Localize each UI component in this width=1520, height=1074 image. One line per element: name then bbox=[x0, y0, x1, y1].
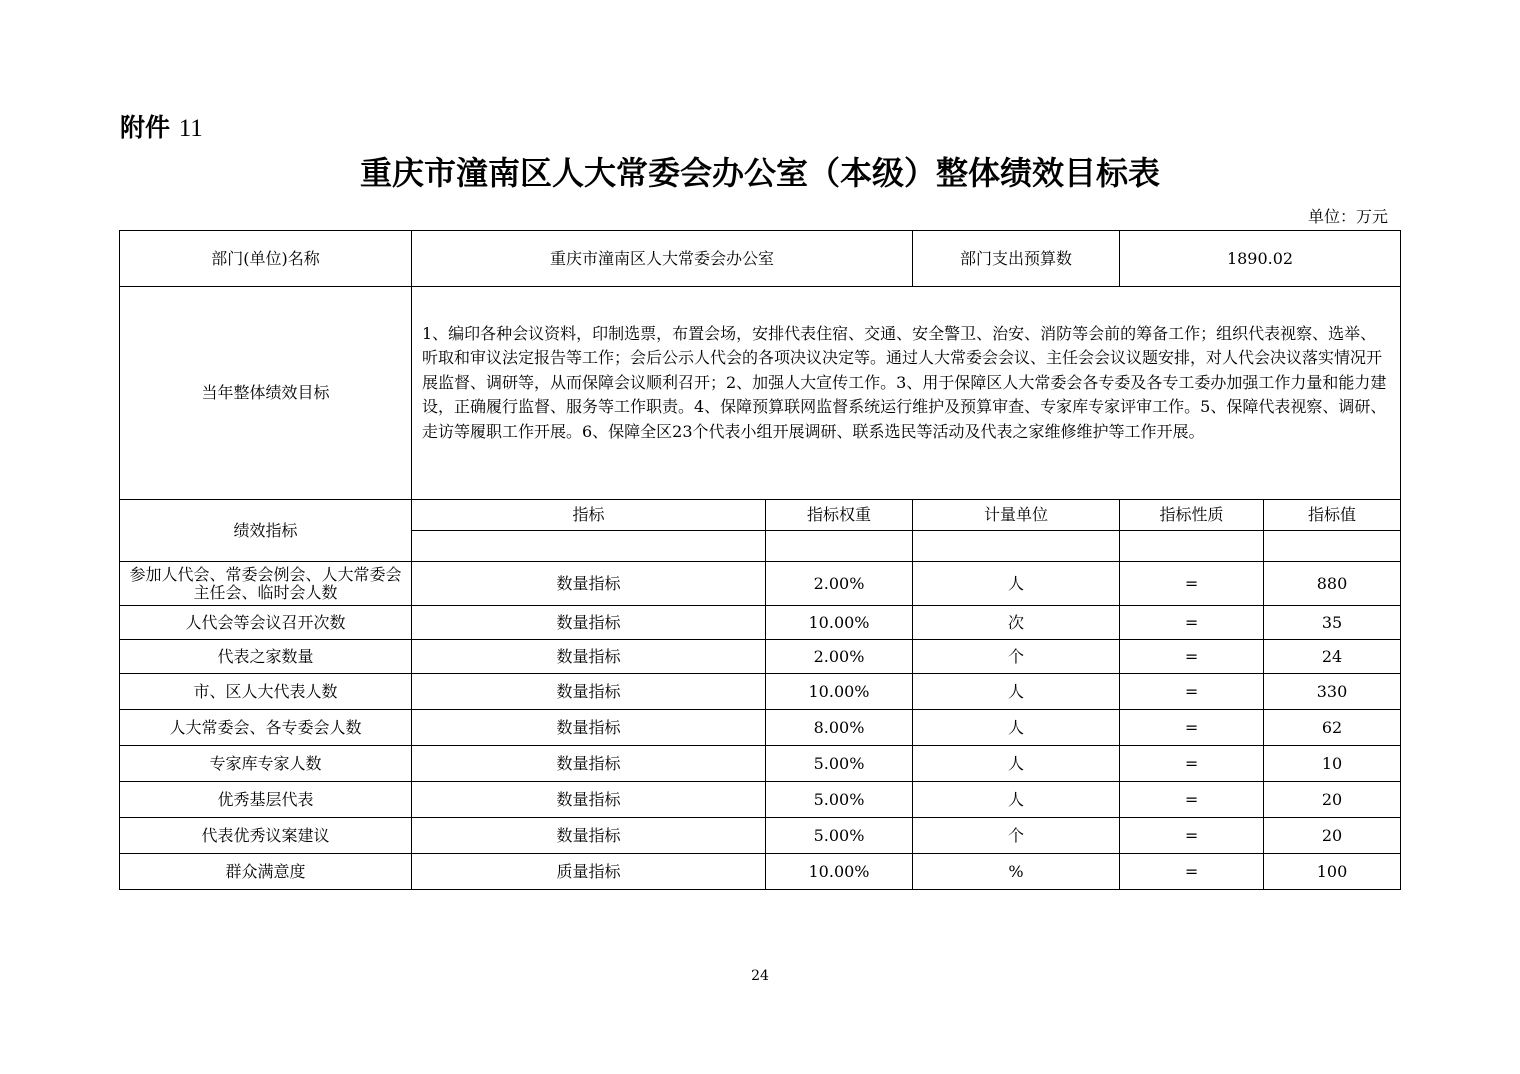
empty-cell bbox=[1120, 531, 1264, 562]
goal-text: 1、编印各种会议资料，印制选票，布置会场，安排代表住宿、交通、安全警卫、治安、消防等会前的筹备工作；组织代表视察、选举、听取和审议法定报告等工作；会后公示人代会的各项决议决定等。通过人大常委会会议、主任会会议议题安排，对人代会决议落实情况开展监督、调研等，从而保障会议顺利召开；2、加强人大宣传工作。3、用于保障区人大常委会各专委及各专工委办加强工作力量和能力建设，正确履行监督、服务等工作职责。4、保障预算联网监督系统运行维护及预算审查、专家库专家评审工作。5、保障代表视察、调研、走访等履职工作开展。6、保障全区23个代表小组开展调研、联系选民等活动及代表之家维修维护等工作开展。 bbox=[412, 287, 1401, 500]
indicator-type: 质量指标 bbox=[412, 854, 766, 890]
empty-cell bbox=[913, 531, 1120, 562]
indicator-nature: = bbox=[1120, 854, 1264, 890]
indicator-weight: 10.00% bbox=[766, 674, 913, 710]
page-number: 24 bbox=[751, 968, 769, 984]
indicator-weight: 10.00% bbox=[766, 854, 913, 890]
indicator-type: 数量指标 bbox=[412, 782, 766, 818]
indicator-type: 数量指标 bbox=[412, 640, 766, 674]
indicator-name: 群众满意度 bbox=[120, 854, 412, 890]
indicator-unit: 人 bbox=[913, 562, 1120, 606]
indicator-type: 数量指标 bbox=[412, 606, 766, 640]
indicator-nature: = bbox=[1120, 640, 1264, 674]
budget-label: 部门支出预算数 bbox=[913, 231, 1120, 287]
indicator-weight: 5.00% bbox=[766, 818, 913, 854]
indicator-name: 人代会等会议召开次数 bbox=[120, 606, 412, 640]
attachment-number: 11 bbox=[178, 115, 203, 142]
goal-label: 当年整体绩效目标 bbox=[120, 287, 412, 500]
table-row bbox=[120, 640, 1401, 674]
indicator-type: 数量指标 bbox=[412, 562, 766, 606]
indicator-weight: 8.00% bbox=[766, 710, 913, 746]
table-row bbox=[120, 854, 1401, 890]
indicator-value: 100 bbox=[1264, 854, 1401, 890]
attachment-word: 附件 bbox=[120, 113, 171, 142]
indicator-name: 代表优秀议案建议 bbox=[120, 818, 412, 854]
indicator-nature: = bbox=[1120, 674, 1264, 710]
indicator-name: 市、区人大代表人数 bbox=[120, 674, 412, 710]
column-header: 指标值 bbox=[1264, 500, 1401, 531]
attachment-label bbox=[120, 108, 203, 144]
indicator-name: 专家库专家人数 bbox=[120, 746, 412, 782]
indicator-header-row bbox=[120, 500, 1401, 531]
indicator-name: 参加人代会、常委会例会、人大常委会主任会、临时会人数 bbox=[120, 562, 412, 606]
indicator-value: 20 bbox=[1264, 782, 1401, 818]
indicator-unit: 人 bbox=[913, 746, 1120, 782]
indicator-weight: 2.00% bbox=[766, 562, 913, 606]
performance-table bbox=[119, 230, 1401, 890]
column-header: 指标 bbox=[412, 500, 766, 531]
indicator-section-label: 绩效指标 bbox=[120, 500, 412, 562]
indicator-nature: = bbox=[1120, 606, 1264, 640]
indicator-unit: 次 bbox=[913, 606, 1120, 640]
indicator-nature: = bbox=[1120, 782, 1264, 818]
column-header: 指标权重 bbox=[766, 500, 913, 531]
indicator-type: 数量指标 bbox=[412, 746, 766, 782]
column-header: 指标性质 bbox=[1120, 500, 1264, 531]
indicator-value: 35 bbox=[1264, 606, 1401, 640]
indicator-nature: = bbox=[1120, 746, 1264, 782]
indicator-weight: 2.00% bbox=[766, 640, 913, 674]
indicator-name: 代表之家数量 bbox=[120, 640, 412, 674]
indicator-nature: = bbox=[1120, 710, 1264, 746]
indicator-type: 数量指标 bbox=[412, 674, 766, 710]
dept-name: 重庆市潼南区人大常委会办公室 bbox=[412, 231, 913, 287]
indicator-unit: % bbox=[913, 854, 1120, 890]
column-header: 计量单位 bbox=[913, 500, 1120, 531]
indicator-unit: 人 bbox=[913, 674, 1120, 710]
indicator-unit: 个 bbox=[913, 640, 1120, 674]
table-row bbox=[120, 710, 1401, 746]
indicator-weight: 5.00% bbox=[766, 746, 913, 782]
indicator-weight: 10.00% bbox=[766, 606, 913, 640]
dept-label: 部门(单位)名称 bbox=[120, 231, 412, 287]
indicator-value: 880 bbox=[1264, 562, 1401, 606]
empty-cell bbox=[1264, 531, 1401, 562]
header-row bbox=[120, 231, 1401, 287]
indicator-unit: 人 bbox=[913, 710, 1120, 746]
indicator-value: 330 bbox=[1264, 674, 1401, 710]
table-row bbox=[120, 674, 1401, 710]
table-row bbox=[120, 562, 1401, 606]
empty-cell bbox=[412, 531, 766, 562]
indicator-unit: 人 bbox=[913, 782, 1120, 818]
indicator-value: 62 bbox=[1264, 710, 1401, 746]
indicator-name: 人大常委会、各专委会人数 bbox=[120, 710, 412, 746]
indicator-name: 优秀基层代表 bbox=[120, 782, 412, 818]
table-row bbox=[120, 606, 1401, 640]
goal-row bbox=[120, 287, 1401, 500]
unit-note: 单位：万元 bbox=[1307, 207, 1388, 226]
indicator-type: 数量指标 bbox=[412, 710, 766, 746]
table-row bbox=[120, 818, 1401, 854]
indicator-value: 24 bbox=[1264, 640, 1401, 674]
indicator-weight: 5.00% bbox=[766, 782, 913, 818]
indicator-nature: = bbox=[1120, 562, 1264, 606]
table-row bbox=[120, 782, 1401, 818]
budget-value: 1890.02 bbox=[1120, 231, 1401, 287]
table-row bbox=[120, 746, 1401, 782]
page-title: 重庆市潼南区人大常委会办公室（本级）整体绩效目标表 bbox=[359, 154, 1160, 192]
indicator-type: 数量指标 bbox=[412, 818, 766, 854]
indicator-nature: = bbox=[1120, 818, 1264, 854]
indicator-value: 10 bbox=[1264, 746, 1401, 782]
indicator-value: 20 bbox=[1264, 818, 1401, 854]
indicator-unit: 个 bbox=[913, 818, 1120, 854]
empty-cell bbox=[766, 531, 913, 562]
